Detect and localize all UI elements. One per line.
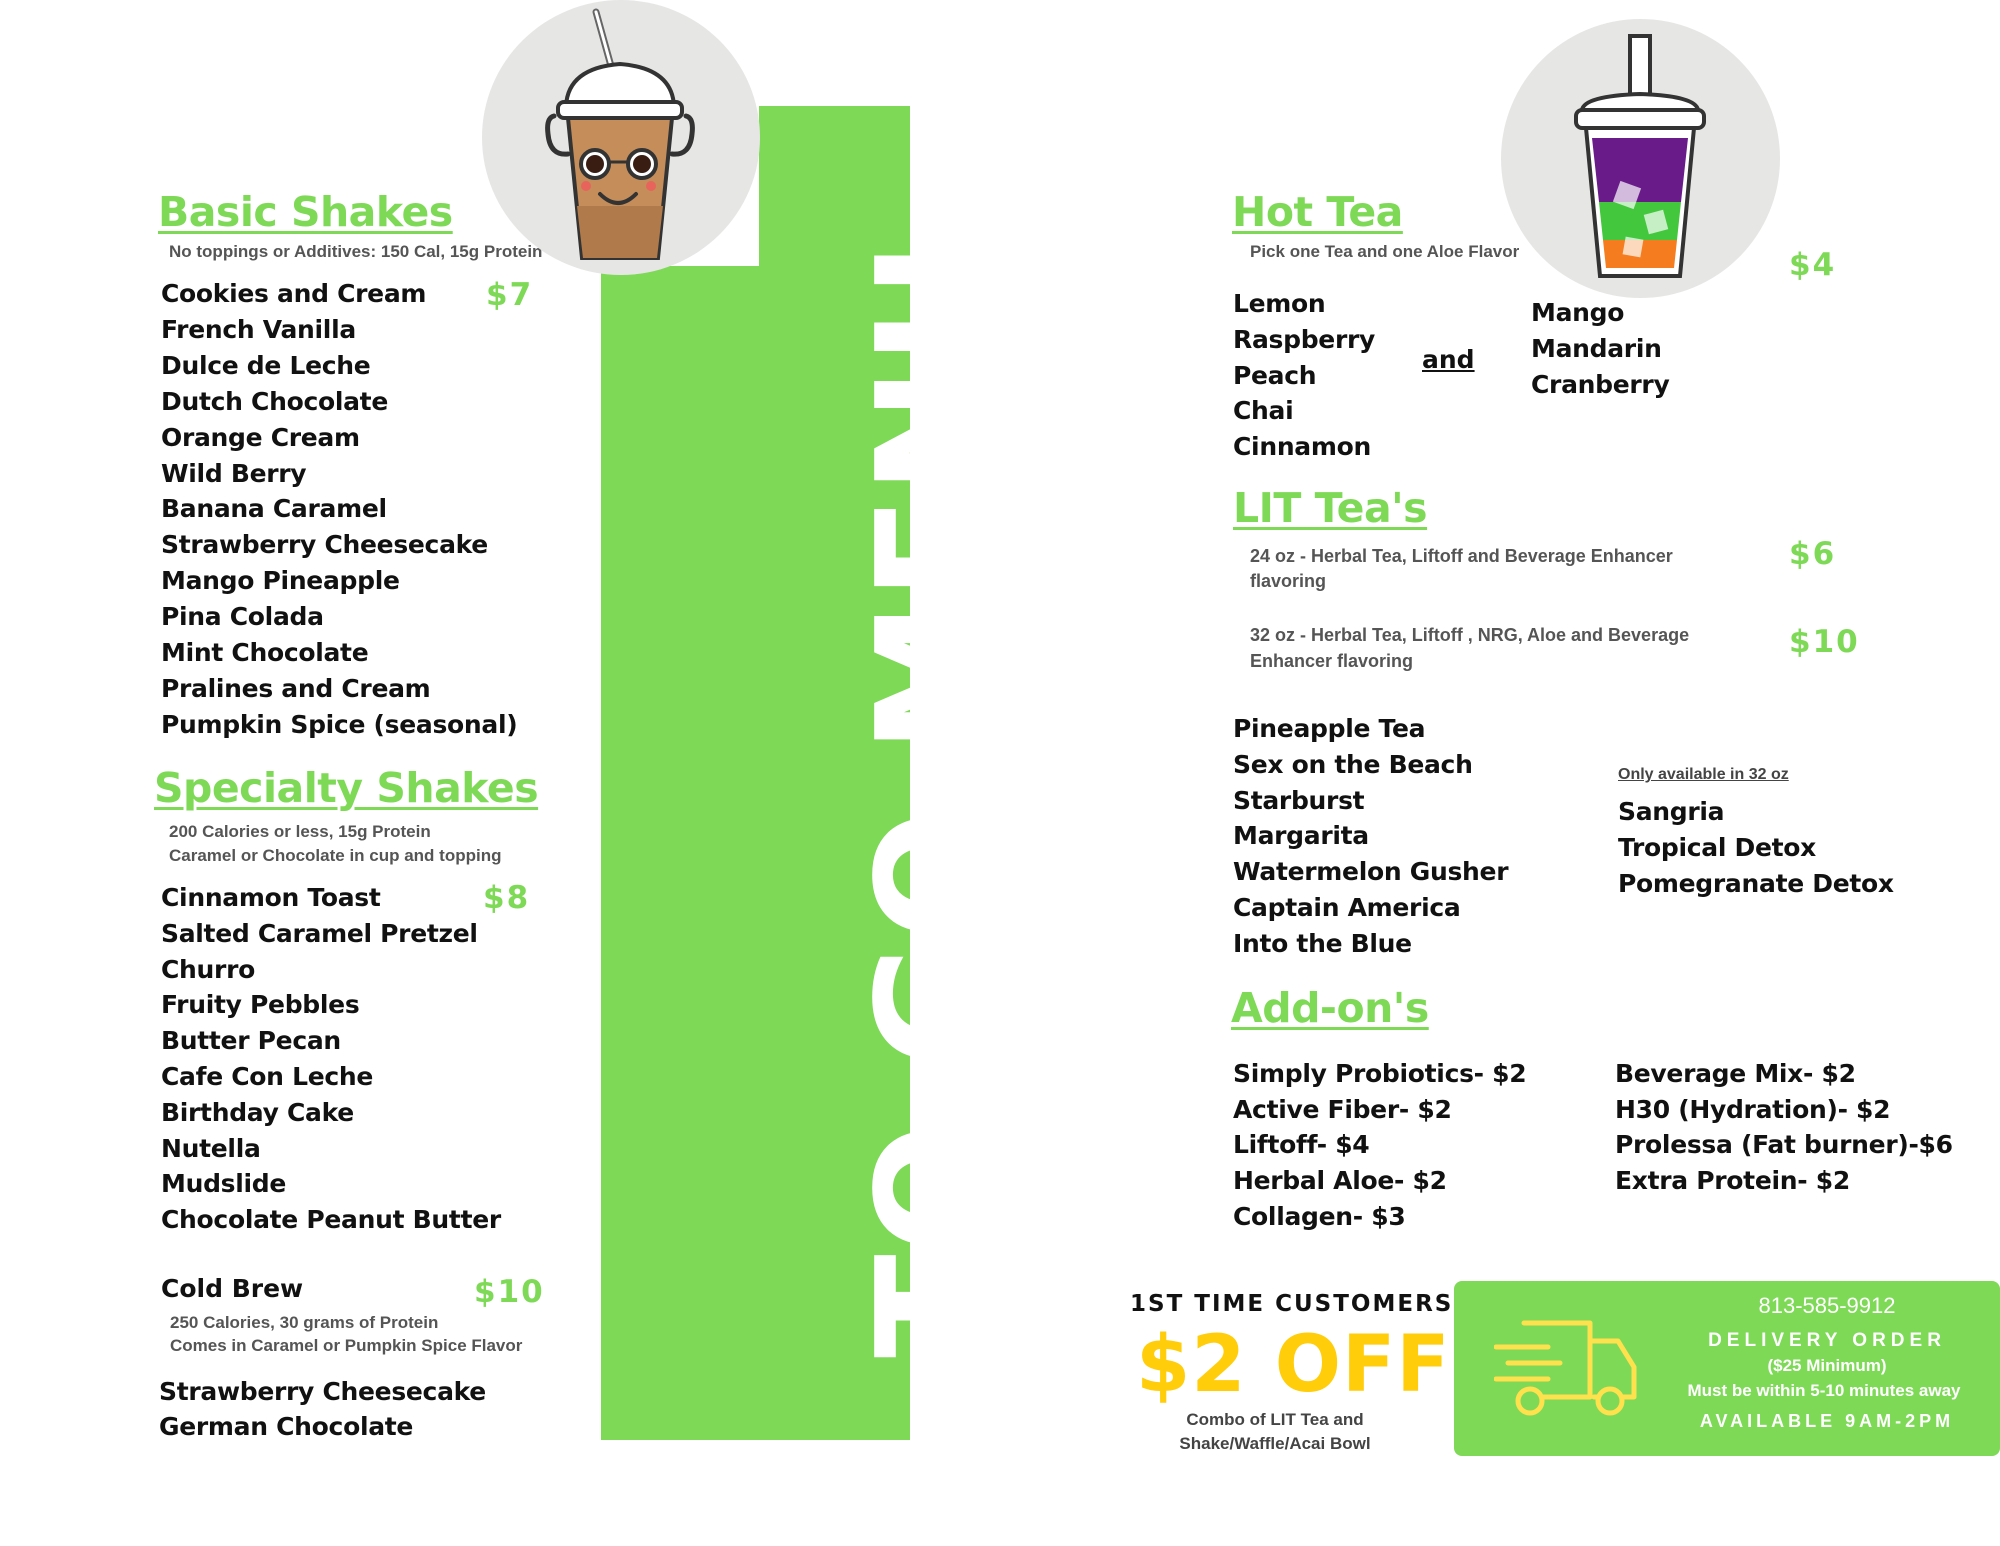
lit-option-32-price: $10	[1789, 624, 1860, 660]
list-item: Pomegranate Detox	[1618, 868, 1894, 898]
list-item: Mango Pineapple	[161, 566, 400, 596]
list-item: Cinnamon	[1233, 432, 1372, 462]
list-item: Nutella	[161, 1133, 261, 1163]
lit-teas-title: LIT Tea's	[1233, 484, 1428, 532]
list-item: Mudslide	[161, 1169, 287, 1199]
list-item: Chocolate Peanut Butter	[161, 1205, 501, 1235]
list-item: Lemon	[1233, 289, 1326, 318]
promo-details-line-1: Combo of LIT Tea and	[1186, 1410, 1364, 1429]
hot-tea-aloes	[1531, 295, 1669, 402]
delivery-title: DELIVERY ORDER	[1708, 1330, 1946, 1351]
addons-left-list	[1233, 1056, 1526, 1235]
list-item: H30 (Hydration)- $2	[1615, 1094, 1891, 1124]
list-item: Herbal Aloe- $2	[1233, 1166, 1447, 1196]
specialty-shakes-note-1: 200 Calories or less, 15g Protein	[169, 822, 431, 841]
list-item: Into the Blue	[1233, 928, 1412, 958]
list-item: Chai	[1233, 396, 1294, 426]
cold-brew-note-1: 250 Calories, 30 grams of Protein	[170, 1313, 439, 1332]
list-item: Starburst	[1233, 785, 1365, 815]
lit-option-32-line-1: 32 oz - Herbal Tea, Liftoff , NRG, Aloe and Beverage	[1250, 625, 1690, 645]
list-item: Cinnamon Toast	[161, 883, 381, 912]
lit-option-24-line-1: 24 oz - Herbal Tea, Liftoff and Beverage Enhancer	[1250, 546, 1673, 566]
list-item: Birthday Cake	[161, 1097, 354, 1127]
list-item: Pumpkin Spice (seasonal)	[161, 709, 518, 739]
list-item: Prolessa (Fat burner)-$6	[1615, 1130, 1953, 1160]
delivery-phone: 813-585-9912	[1758, 1293, 1896, 1318]
list-item: Pina Colada	[161, 602, 324, 632]
lit-option-24-price: $6	[1789, 536, 1837, 572]
list-item: Cranberry	[1531, 369, 1670, 399]
only-32oz-label: Only available in 32 oz	[1618, 766, 1789, 783]
list-item: Churro	[161, 954, 255, 984]
list-item: Butter Pecan	[161, 1026, 341, 1056]
cold-brew-list	[159, 1374, 486, 1444]
specialty-shakes-title: Specialty Shakes	[154, 764, 539, 812]
banner-text: TO GO MENU	[844, 239, 1021, 1358]
list-item: Simply Probiotics- $2	[1233, 1059, 1527, 1088]
list-item: Cafe Con Leche	[161, 1061, 374, 1091]
list-item: German Chocolate	[159, 1412, 414, 1441]
list-item: Banana Caramel	[161, 494, 387, 524]
list-item: Strawberry Cheesecake	[161, 530, 488, 560]
delivery-hours: AVAILABLE 9AM-2PM	[1699, 1411, 1955, 1431]
cold-brew-title: Cold Brew	[161, 1274, 304, 1303]
list-item: Sex on the Beach	[1233, 749, 1473, 779]
addons-right-list	[1615, 1056, 1953, 1199]
list-item: Mint Chocolate	[161, 638, 369, 668]
list-item: Pineapple Tea	[1233, 714, 1426, 743]
delivery-range: Must be within 5-10 minutes away	[1687, 1381, 1961, 1400]
list-item: Liftoff- $4	[1233, 1130, 1370, 1160]
cold-brew-price: $10	[474, 1274, 545, 1310]
list-item: Active Fiber- $2	[1233, 1094, 1452, 1124]
hot-tea-and: and	[1422, 345, 1475, 374]
list-item: Dutch Chocolate	[161, 386, 388, 416]
list-item: Captain America	[1233, 892, 1461, 922]
list-item: Tropical Detox	[1618, 832, 1816, 862]
list-item: Cookies and Cream	[161, 279, 427, 308]
basic-shakes-note: No toppings or Additives: 150 Cal, 15g Protein	[169, 242, 543, 261]
lit-flavors-list	[1233, 711, 1508, 962]
list-item: Collagen- $3	[1233, 1201, 1406, 1231]
basic-shakes-price: $7	[486, 277, 534, 313]
only-32oz-list	[1618, 794, 1894, 901]
list-item: Extra Protein- $2	[1615, 1166, 1850, 1196]
list-item: Mandarin	[1531, 333, 1662, 363]
delivery-truck-icon	[1494, 1317, 1644, 1425]
list-item: Fruity Pebbles	[161, 990, 360, 1020]
list-item: Margarita	[1233, 821, 1369, 851]
specialty-shakes-note-2: Caramel or Chocolate in cup and topping	[169, 846, 502, 865]
list-item: Sangria	[1618, 797, 1725, 826]
list-item: Wild Berry	[161, 458, 307, 488]
hot-tea-note: Pick one Tea and one Aloe Flavor	[1250, 242, 1520, 261]
hot-tea-teas	[1233, 286, 1375, 465]
list-item: Beverage Mix- $2	[1615, 1059, 1856, 1088]
list-item: Mango	[1531, 298, 1625, 327]
basic-shakes-title: Basic Shakes	[158, 188, 453, 236]
list-item: Pralines and Cream	[161, 673, 431, 703]
list-item: Orange Cream	[161, 422, 360, 452]
delivery-minimum: ($25 Minimum)	[1767, 1356, 1887, 1375]
delivery-box	[1454, 1281, 2000, 1456]
hot-tea-price: $4	[1789, 247, 1837, 283]
promo-discount: $2 OFF	[1136, 1320, 1451, 1410]
lit-option-24-line-2: flavoring	[1250, 571, 1327, 591]
promo-details	[1130, 1408, 1420, 1456]
list-item: Salted Caramel Pretzel	[161, 918, 478, 948]
list-item: Peach	[1233, 360, 1317, 390]
list-item: Strawberry Cheesecake	[159, 1377, 486, 1406]
tea-cup-icon	[1570, 34, 1710, 286]
hot-tea-title: Hot Tea	[1232, 188, 1403, 236]
basic-shakes-list	[161, 276, 517, 743]
list-item: Dulce de Leche	[161, 350, 371, 380]
list-item: French Vanilla	[161, 314, 356, 344]
specialty-shakes-list	[161, 880, 501, 1238]
list-item: Raspberry	[1233, 324, 1376, 354]
specialty-shakes-price: $8	[483, 880, 531, 916]
list-item: Watermelon Gusher	[1233, 857, 1509, 887]
promo-heading: 1ST TIME CUSTOMERS	[1130, 1291, 1454, 1317]
addons-title: Add-on's	[1231, 984, 1429, 1032]
promo-details-line-2: Shake/Waffle/Acai Bowl	[1179, 1434, 1371, 1453]
cold-brew-note-2: Comes in Caramel or Pumpkin Spice Flavor	[170, 1336, 523, 1355]
shake-mascot-icon	[528, 6, 708, 271]
lit-option-32-line-2: Enhancer flavoring	[1250, 651, 1414, 671]
